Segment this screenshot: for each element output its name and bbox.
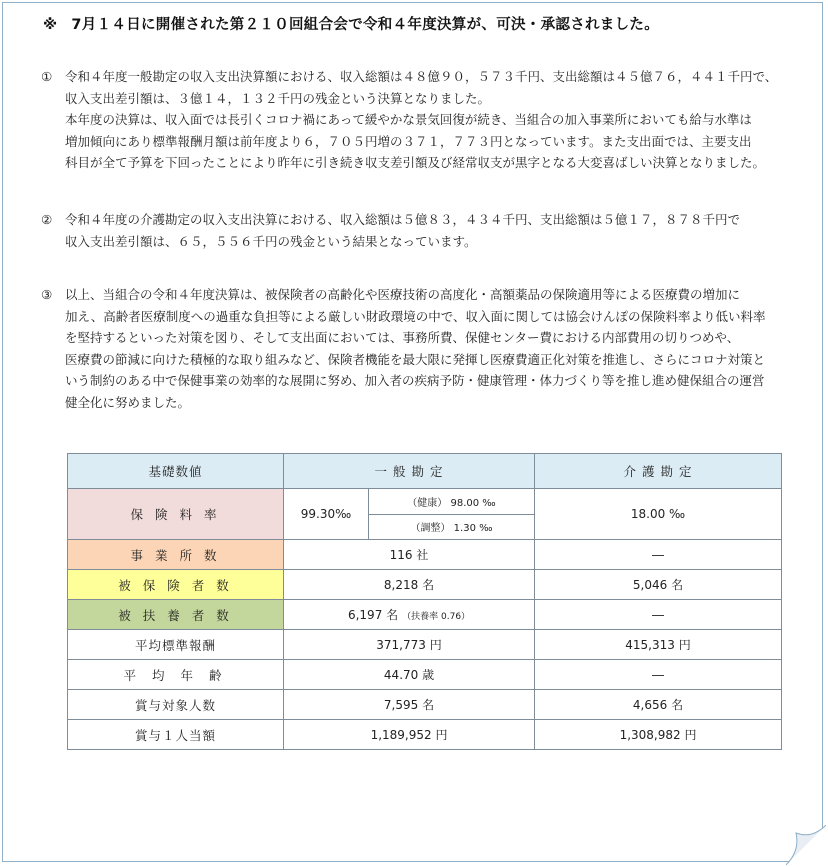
- premium-rate-general-total: 99.30‰: [284, 489, 369, 540]
- paragraph-line: 収入支出差引額は、６５，５５６千円の残金という結果となっています。: [65, 233, 477, 249]
- notice-title-text: 7月１４日に開催された第２１０回組合会で令和４年度決算が、可決・承認されました。: [71, 17, 659, 33]
- premium-rate-care: 18.00 ‰: [535, 489, 782, 540]
- row-care-value: ―: [535, 540, 782, 570]
- table-row-premium: [68, 489, 782, 515]
- row-general-value: [284, 570, 535, 600]
- header-basic-figures: 基礎数値: [68, 454, 284, 489]
- premium-rate-health: （健康） 98.00 ‰: [369, 489, 535, 515]
- row-label: 被 保 険 者 数: [68, 570, 284, 600]
- row-general-value: [284, 600, 535, 630]
- paragraph-line: いう制約のある中で保健事業の効率的な展開に努め、加入者の疾病予防・健康管理・体力づくり等を推し進め健保組合の運営: [65, 373, 765, 388]
- paragraph-line: 増加傾向にあり標準報酬月額は前年度より６，７０５円増の３７１，７７３円となっています。また支出面では、主要支出: [65, 133, 752, 149]
- paragraph-line: 収入支出差引額は、３億１４，１３２千円の残金という決算となりました。: [65, 90, 491, 106]
- row-general-value: [284, 690, 535, 720]
- row-care-value: ―: [535, 660, 782, 690]
- notice-title: [43, 13, 659, 34]
- paragraph-line: 健全化に努めました。: [65, 394, 191, 410]
- general-value: 371,773 円: [376, 638, 442, 652]
- paragraph-number: ②: [41, 212, 53, 227]
- row-care-value: 5,046 名: [535, 570, 782, 600]
- row-care-value: 1,308,982 円: [535, 720, 782, 750]
- paragraph-line: 令和４年度の介護勘定の収入支出決算における、収入総額は５億８３，４３４千円、支出総額は５億１７，８７８千円で: [65, 212, 741, 227]
- row-care-value: 415,313 円: [535, 630, 782, 660]
- premium-rate-label: 保 険 料 率: [68, 489, 284, 540]
- table-row: [68, 690, 782, 720]
- row-label: 被 扶 養 者 数: [68, 600, 284, 630]
- table-header-row: [68, 454, 782, 489]
- row-general-value: [284, 660, 535, 690]
- paragraph-number: ③: [41, 287, 53, 302]
- paragraph-2: [41, 209, 816, 252]
- row-label: 平均標準報酬: [68, 630, 284, 660]
- basic-figures-table: [67, 453, 782, 750]
- general-value: 7,595 名: [383, 698, 435, 712]
- paragraph-1: [41, 66, 816, 174]
- row-label: 平 均 年 齢: [68, 660, 284, 690]
- paragraph-line: を堅持するといった対策を図り、そして支出面においては、事務所費、保健センター費における内部費用の切りつめや、: [65, 330, 740, 345]
- paragraph-3: [41, 284, 816, 413]
- row-general-value: [284, 630, 535, 660]
- table-row: [68, 540, 782, 570]
- row-care-value: 4,656 名: [535, 690, 782, 720]
- row-label: 賞与対象人数: [68, 690, 284, 720]
- paragraph-line: 科目が全て予算を下回ったことにより昨年に引き続き収支差引額及び経常収支が黒字となる大変喜ばしい決算となりました。: [65, 155, 766, 170]
- row-general-value: [284, 540, 535, 570]
- general-value: 44.70 歳: [383, 668, 435, 682]
- row-label: 事 業 所 数: [68, 540, 284, 570]
- document-page: [2, 2, 823, 862]
- page-curl-icon: [786, 825, 826, 865]
- row-label: 賞与１人当額: [68, 720, 284, 750]
- dependent-ratio-note: （扶養率 0.76）: [402, 612, 471, 622]
- general-value: 6,197 名: [347, 608, 399, 622]
- row-general-value: [284, 720, 535, 750]
- header-care-account: 介 護 勘 定: [535, 454, 782, 489]
- paragraph-line: 本年度の決算は、収入面では長引くコロナ禍にあって緩やかな景気回復が続き、当組合の加入事業所においても給与水準は: [65, 112, 752, 127]
- reference-mark: ※: [43, 17, 58, 33]
- table-row: [68, 600, 782, 630]
- premium-rate-adjust: （調整） 1.30 ‰: [369, 514, 535, 540]
- general-value: 1,189,952 円: [370, 728, 448, 742]
- table-row: [68, 660, 782, 690]
- general-value: 8,218 名: [383, 578, 435, 592]
- paragraph-line: 加え、高齢者医療制度への過重な負担等による厳しい財政環境の中で、収入面に関しては協会けんぽの保険料率より低い料率: [65, 308, 766, 324]
- paragraph-line: 以上、当組合の令和４年度決算は、被保険者の高齢化や医療技術の高度化・高額薬品の保険適用等による医療費の増加に: [65, 287, 741, 302]
- table-row: [68, 630, 782, 660]
- general-value: 116 社: [389, 548, 429, 562]
- header-general-account: 一 般 勘 定: [284, 454, 535, 489]
- paragraph-line: 令和４年度一般勘定の収入支出決算額における、収入総額は４８億９０，５７３千円、支出総額は４５億７６，４４１千円で、: [65, 69, 778, 84]
- table-row: [68, 720, 782, 750]
- paragraph-number: ①: [41, 69, 53, 84]
- table-row: [68, 570, 782, 600]
- row-care-value: ―: [535, 600, 782, 630]
- paragraph-line: 医療費の節減に向けた積極的な取り組みなど、保険者機能を最大限に発揮し医療費適正化対策を推進し、さらにコロナ対策と: [65, 351, 766, 367]
